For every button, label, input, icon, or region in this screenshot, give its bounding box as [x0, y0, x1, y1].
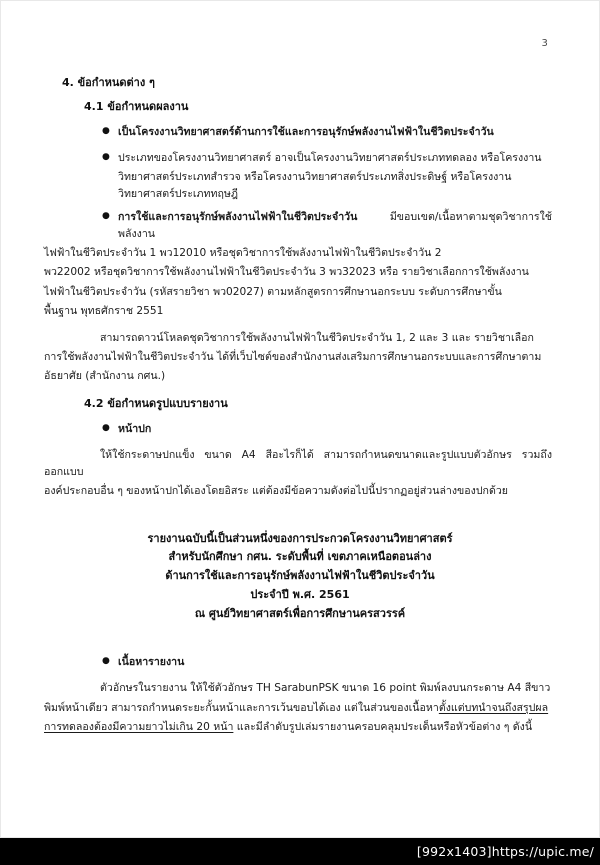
paragraph-line — [44, 719, 552, 735]
cover-text-block — [44, 530, 556, 625]
heading-section-4: 4. ข้อกำหนดต่าง ๆ — [62, 75, 155, 89]
list-item — [102, 421, 552, 437]
cover-text-line: ณ ศูนย์วิทยาศาสตร์เพื่อการศึกษานครสวรรค์ — [194, 607, 406, 621]
paragraph-text: พิมพ์หน้าเดียว สามารถกำหนดระยะกั้นหน้าและการเว้นขอบได้เอง แต่ในส่วนของเนื้อหา — [44, 701, 439, 714]
paragraph-line: การใช้พลังงานไฟฟ้าในชีวิตประจำวัน ได้ที่เว็บไซต์ของสำนักงานส่งเสริมการศึกษานอกระบบและการศึกษาตาม — [44, 351, 542, 364]
list-item — [102, 150, 552, 166]
bullet-icon: ● — [102, 152, 110, 162]
underlined-text: ตั้งแต่บทนำจนถึงสรุปผล — [438, 701, 549, 714]
list-item-label: การใช้และการอนุรักษ์พลังงานไฟฟ้าในชีวิตประจำวัน — [118, 211, 358, 224]
paragraph-line: พื้นฐาน พุทธศักราช 2551 — [44, 305, 164, 318]
list-item-label: หน้าปก — [118, 422, 152, 435]
image-dimensions-label: [992x1403] — [416, 844, 492, 859]
list-item-line: วิทยาศาสตร์ประเภทสำรวจ หรือโครงงานวิทยาศาสตร์ประเภทสิ่งประดิษฐ์ หรือโครงงาน — [118, 171, 512, 184]
list-item — [102, 124, 552, 140]
page-number: 3 — [541, 38, 548, 49]
bullet-icon: ● — [102, 211, 110, 222]
cover-text-line: สำหรับนักศึกษา กศน. ระดับพื้นที่ เขตภาคเหนือตอนล่าง — [168, 550, 432, 564]
list-item-line: ประเภทของโครงงานวิทยาศาสตร์ อาจเป็นโครงงานวิทยาศาสตร์ประเภททดลอง หรือโครงงาน — [118, 152, 542, 164]
paragraph-line: พว22002 หรือชุดวิชาการใช้พลังงานไฟฟ้าในชีวิตประจำวัน 3 พว32023 หรือ รายวิชาเลือกการใช้พลังงาน — [44, 266, 529, 279]
paragraph-line — [44, 700, 552, 716]
list-item-label: เป็นโครงงานวิทยาศาสตร์ด้านการใช้และการอนุรักษ์พลังงานไฟฟ้าในชีวิตประจำวัน — [118, 125, 494, 138]
cover-text-line: ประจำปี พ.ศ. 2561 — [250, 588, 350, 602]
bullet-icon: ● — [102, 656, 110, 667]
footer-url: https://upic.me/ — [491, 844, 594, 859]
cover-text-line: ด้านการใช้และการอนุรักษ์พลังงานไฟฟ้าในชีวิตประจำวัน — [165, 569, 435, 583]
underlined-text: การทดลองต้องมีความยาวไม่เกิน 20 หน้า — [44, 721, 234, 734]
paragraph-line: ไฟฟ้าในชีวิตประจำวัน (รหัสรายวิชา พว02027) ตามหลักสูตรการศึกษานอกระบบ ระดับการศึกษาขั้น — [44, 285, 502, 298]
paragraph-line: ตัวอักษรในรายงาน ให้ใช้ตัวอักษร TH SarabunPSK ขนาด 16 point พิมพ์ลงบนกระดาษ A4 สีขาว — [100, 682, 551, 695]
cover-text-line: รายงานฉบับนี้เป็นส่วนหนึ่งของการประกวดโครงงานวิทยาศาสตร์ — [147, 531, 453, 545]
list-item-line: วิทยาศาสตร์ประเภททฤษฎี — [118, 187, 238, 200]
paragraph-line: องค์ประกอบอื่น ๆ ของหน้าปกได้เองโดยอิสระ แต่ต้องมีข้อความดังต่อไปนี้ปรากฏอยู่ส่วนล่างของปกด้วย — [44, 485, 509, 498]
heading-section-4-2: 4.2 ข้อกำหนดรูปแบบรายงาน — [84, 396, 228, 410]
list-item-label: เนื้อหารายงาน — [118, 656, 185, 669]
list-item — [102, 654, 552, 670]
paragraph-text: และมีลำดับรูปเล่มรายงานครอบคลุมประเด็นหรือหัวข้อต่าง ๆ ดังนี้ — [233, 721, 533, 734]
paragraph-line: สามารถดาวน์โหลดชุดวิชาการใช้พลังงานไฟฟ้าในชีวิตประจำวัน 1, 2 และ 3 และ รายวิชาเลือก — [100, 331, 534, 344]
list-item-text: มีขอบเขต/เนื้อหาตามชุดวิชาการใช้พลังงาน — [118, 211, 552, 240]
bullet-icon: ● — [102, 125, 110, 136]
footer-bar — [0, 838, 600, 865]
heading-section-4-1: 4.1 ข้อกำหนดผลงาน — [84, 99, 189, 113]
footer-watermark — [417, 838, 594, 865]
paragraph-line: ไฟฟ้าในชีวิตประจำวัน 1 พว12010 หรือชุดวิชาการใช้พลังงานไฟฟ้าในชีวิตประจำวัน 2 — [44, 247, 442, 260]
bullet-icon: ● — [102, 422, 110, 433]
list-item — [102, 209, 552, 242]
paragraph-line: ให้ใช้กระดาษปกแข็ง ขนาด A4 สีอะไรก็ได้ สามารถกำหนดขนาดและรูปแบบตัวอักษร รวมถึงออกแบบ — [44, 449, 552, 478]
paragraph-line: อัธยาศัย (สำนักงาน กศน.) — [44, 370, 166, 383]
